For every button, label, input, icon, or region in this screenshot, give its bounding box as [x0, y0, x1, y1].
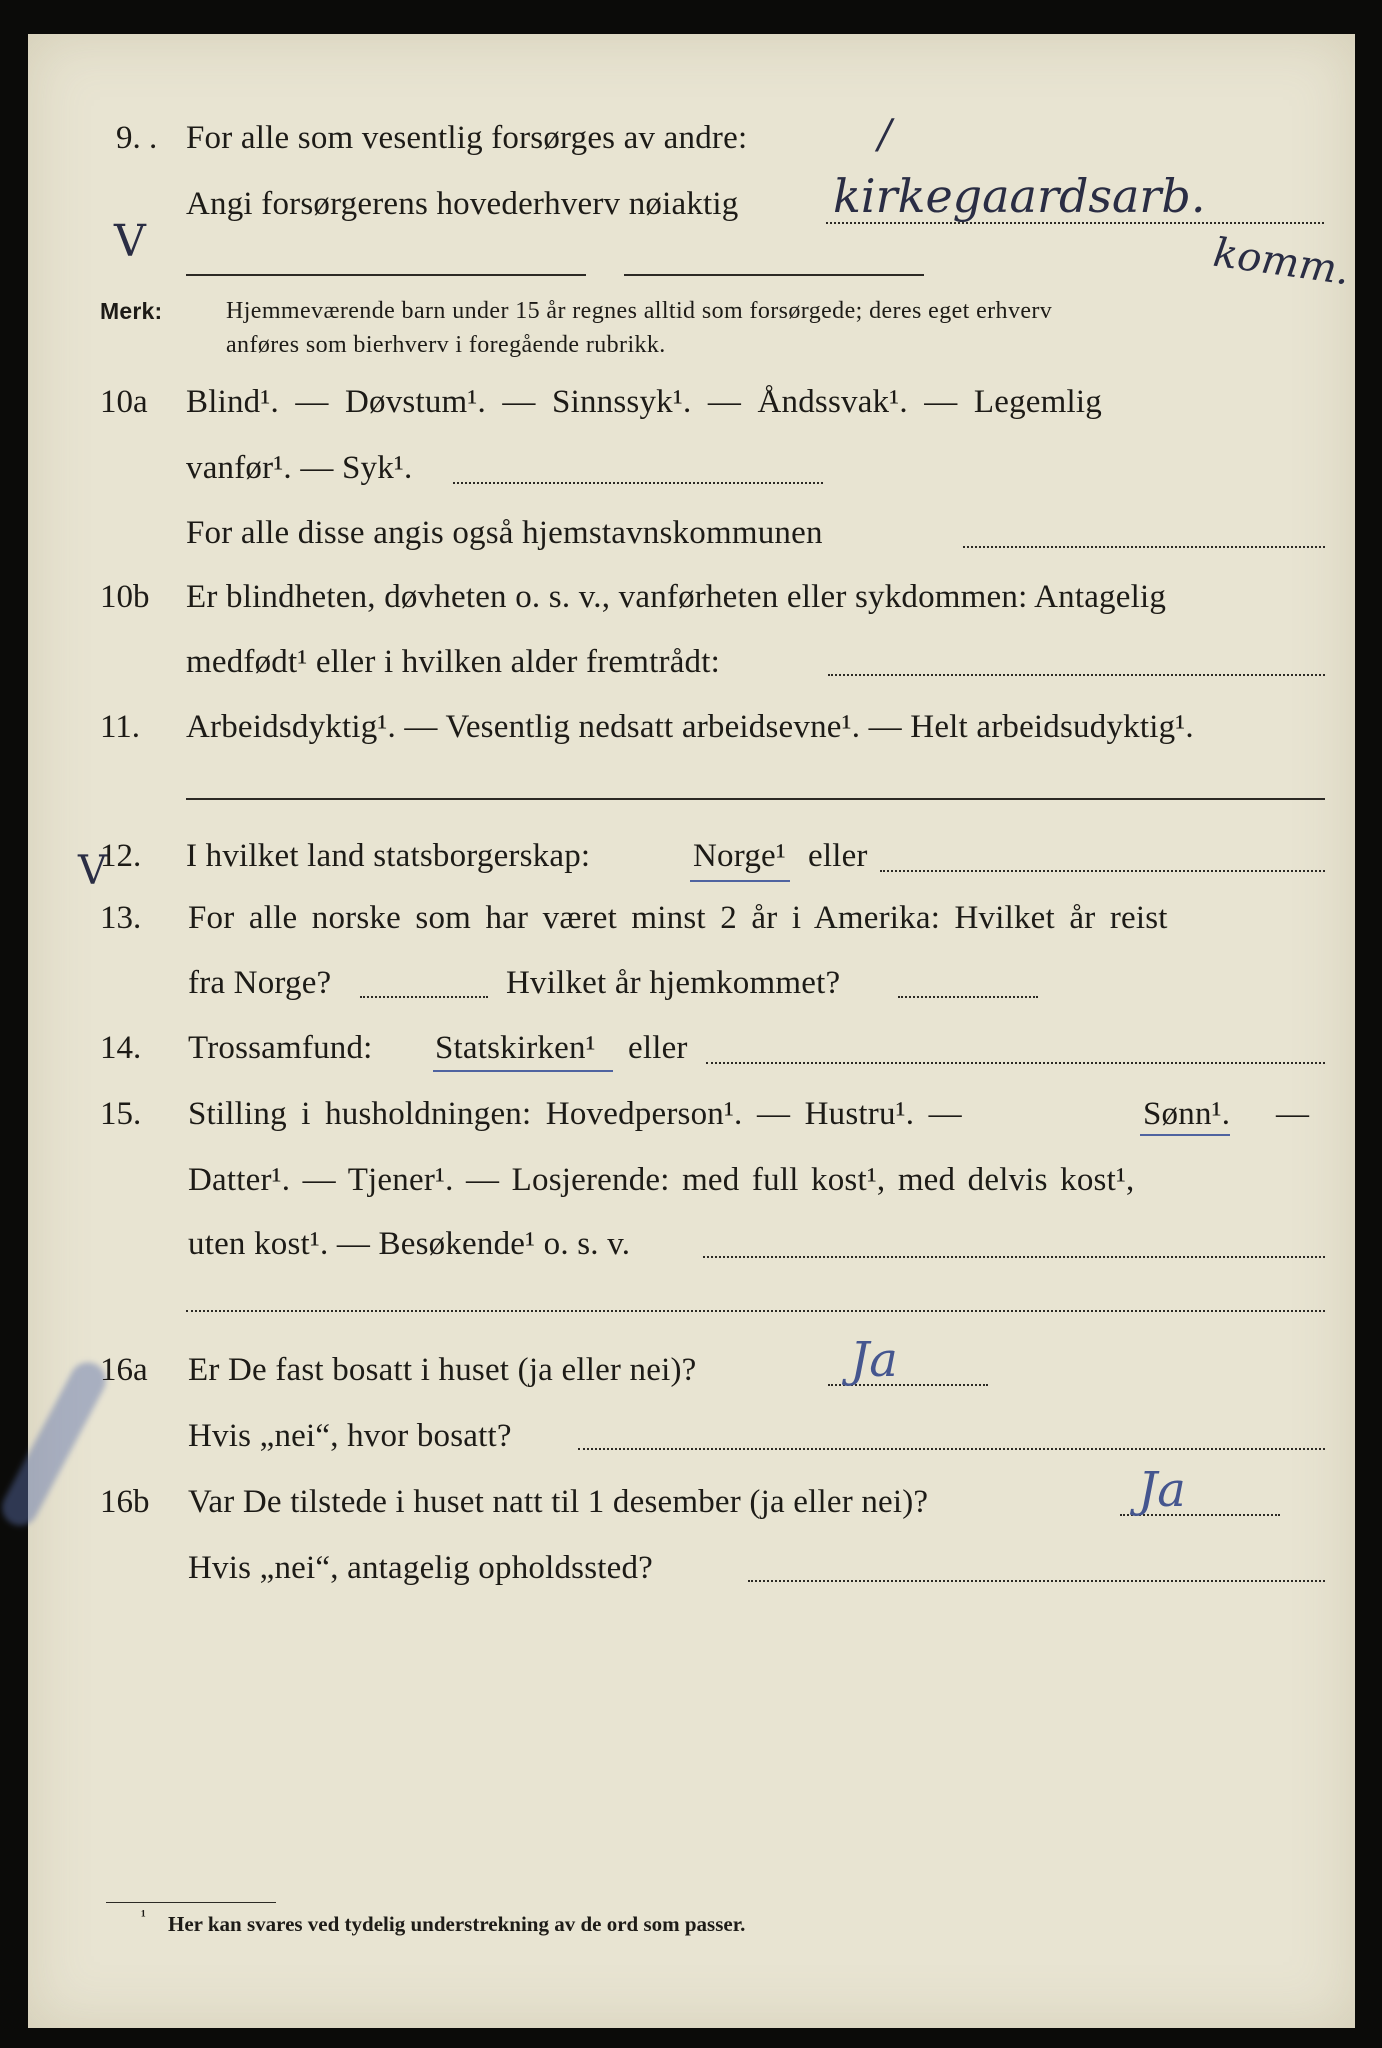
- q16a-line2: Hvis „nei“, hvor bosatt?: [188, 1418, 512, 1454]
- q10a-answer-line: [453, 482, 823, 484]
- q10b-line1: Er blindheten, døvheten o. s. v., vanførheten eller sykdommen: Antagelig: [186, 579, 1167, 615]
- q13-line1: For alle norske som har været minst 2 år i Amerika: Hvilket år reist: [188, 900, 1168, 936]
- merk-label: Merk:: [100, 298, 163, 324]
- q16a-answer-handwritten: Ja: [850, 1332, 898, 1388]
- q15-line1a: Stilling i husholdningen: Hovedperson¹. — Hustru¹. —: [188, 1096, 962, 1132]
- check-mark-q9: V: [114, 216, 146, 267]
- q10a-hjemstavn-line: [963, 546, 1325, 548]
- q10a-line2: vanfør¹. — Syk¹.: [186, 450, 413, 486]
- q11-line1: Arbeidsdyktig¹. — Vesentlig nedsatt arbeidsevne¹. — Helt arbeidsudyktig¹.: [186, 709, 1194, 745]
- q12-line1: I hvilket land statsborgerskap:: [186, 838, 591, 874]
- q15-sonn-underline: [1140, 1134, 1230, 1136]
- q9-line2: Angi forsørgerens hovederhverv nøiaktig: [186, 186, 739, 222]
- q14-statskirken-underline: [433, 1070, 613, 1072]
- q15-answer-line: [703, 1256, 1325, 1258]
- q11-rule: [186, 798, 1325, 800]
- check-mark-q12: V: [78, 848, 107, 894]
- q9-answer-handwritten: kirkegaardsarb.: [833, 169, 1206, 223]
- q10b-answer-line: [828, 674, 1325, 676]
- q11-number: 11.: [100, 709, 141, 745]
- q12-number: 12.: [100, 838, 142, 874]
- q13-line2b: Hvilket år hjemkommet?: [506, 965, 841, 1001]
- footnote-mark: ¹: [141, 1908, 146, 1925]
- q15-line2: Datter¹. — Tjener¹. — Losjerende: med full kost¹, med delvis kost¹,: [188, 1162, 1135, 1198]
- q16b-answer-handwritten: Ja: [1138, 1462, 1186, 1518]
- q14-answer-line: [706, 1062, 1325, 1064]
- q14-eller: eller: [628, 1030, 688, 1066]
- q10b-line2: medfødt¹ eller i hvilken alder fremtrådt:: [186, 644, 720, 680]
- q10a-number: 10a: [100, 384, 148, 420]
- q9-rule-left: [186, 274, 586, 276]
- q16b-number: 16b: [100, 1484, 150, 1520]
- q13-number: 13.: [100, 900, 142, 936]
- handwritten-stroke: /: [878, 112, 892, 158]
- q9-answer-handwritten-2: komm.: [1210, 229, 1353, 295]
- q16b-opholdssted-line: [748, 1580, 1325, 1582]
- q15-dash: —: [1276, 1096, 1310, 1132]
- merk-line2: anføres som bierhverv i foregående rubrikk.: [226, 332, 666, 358]
- q10a-line3: For alle disse angis også hjemstavnskommunen: [186, 515, 823, 551]
- q13-hjemkommet-line: [898, 996, 1038, 998]
- q9-rule-right: [624, 274, 924, 276]
- q10b-number: 10b: [100, 579, 150, 615]
- q9-line1: For alle som vesentlig forsørges av andre:: [186, 120, 748, 156]
- q14-label: Trossamfund:: [188, 1030, 373, 1066]
- merk-line1: Hjemmeværende barn under 15 år regnes alltid som forsørgede; deres eget erhverv: [226, 298, 1053, 324]
- q12-answer-line: [880, 870, 1325, 872]
- q16b-line2: Hvis „nei“, antagelig opholdssted?: [188, 1550, 654, 1586]
- q16b-line1: Var De tilstede i huset natt til 1 desember (ja eller nei)?: [188, 1484, 929, 1520]
- q12-norge-underline: [690, 880, 790, 882]
- census-form-page: [28, 34, 1355, 2028]
- q15-number: 15.: [100, 1096, 142, 1132]
- q12-norge: Norge¹: [693, 838, 786, 874]
- q16a-line1: Er De fast bosatt i huset (ja eller nei)?: [188, 1352, 697, 1388]
- q13-line2a: fra Norge?: [188, 965, 332, 1001]
- q15-extra-line: [186, 1310, 1325, 1312]
- q10a-line1: Blind¹. — Døvstum¹. — Sinnssyk¹. — Åndssvak¹. — Legemlig: [186, 384, 1102, 420]
- q14-statskirken: Statskirken¹: [435, 1030, 596, 1066]
- ink-smudge: [0, 1356, 112, 1532]
- footnote-text: Her kan svares ved tydelig understrekning av de ord som passer.: [168, 1912, 746, 1936]
- q15-line3: uten kost¹. — Besøkende¹ o. s. v.: [188, 1226, 631, 1262]
- q13-reist-line: [360, 996, 488, 998]
- footnote-rule: [106, 1902, 276, 1903]
- q9-number: 9. .: [116, 120, 158, 156]
- q16a-number: 16a: [100, 1352, 148, 1388]
- q16a-bosatt-line: [578, 1448, 1325, 1450]
- q15-sonn: Sønn¹.: [1143, 1096, 1231, 1132]
- q12-eller: eller: [808, 838, 868, 874]
- q14-number: 14.: [100, 1030, 142, 1066]
